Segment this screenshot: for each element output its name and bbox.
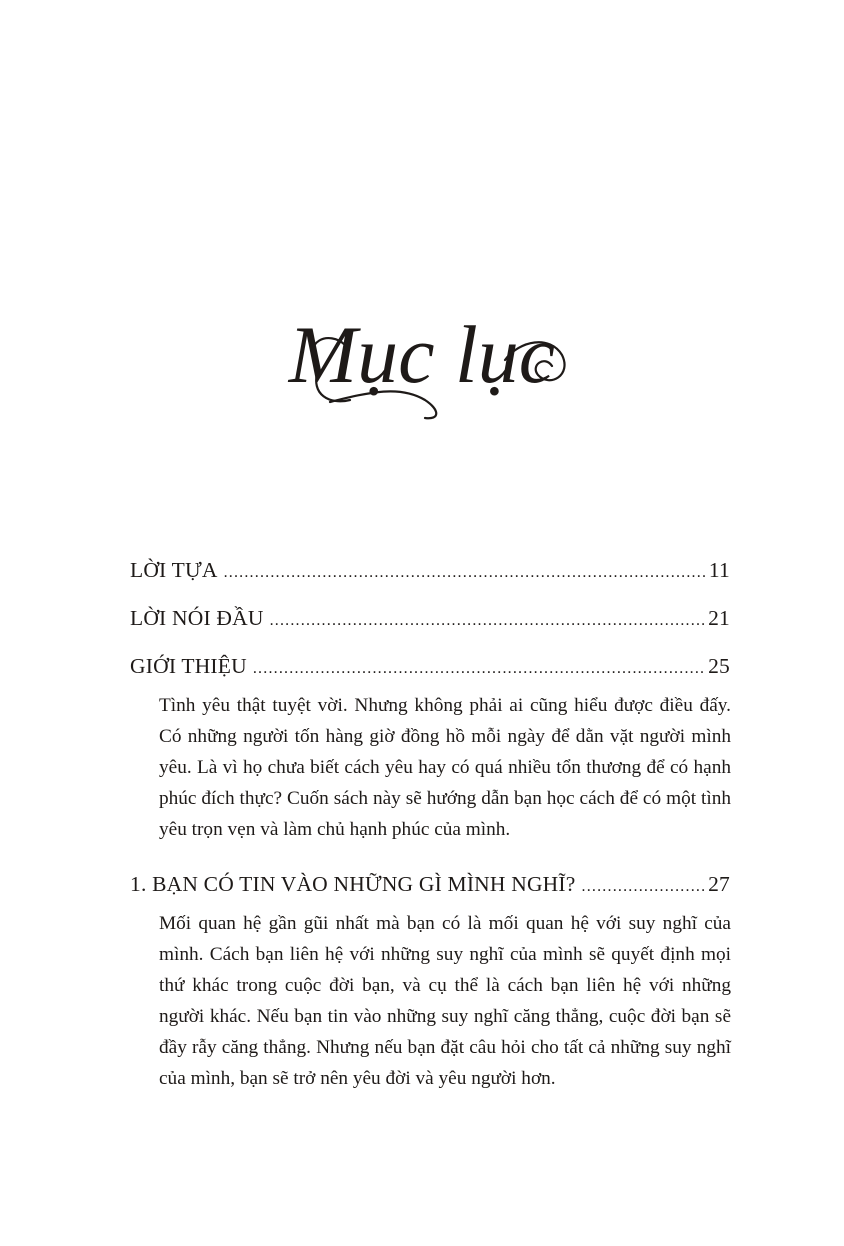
toc-entry-page: 11 [708,558,730,582]
toc-entry-preface[interactable] [130,555,730,588]
dot-leader [253,654,706,684]
toc-entry-introduction[interactable] [130,651,730,684]
table-of-contents [130,555,730,1094]
toc-entry-page: 25 [708,654,730,678]
toc-entry-label: GIỚI THIỆU [130,654,247,678]
dot-leader [270,606,707,636]
dot-leader [582,872,707,902]
dot-leader [224,558,707,588]
toc-entry-description: Mối quan hệ gần gũi nhất mà bạn có là mối quan hệ với suy nghĩ của mình. Cách bạn liên hệ với những suy nghĩ của mình sẽ quyết định mọi thứ khác trong cuộc đời bạn, và cụ thể là cách bạn liên hệ với những người khác. Nếu bạn tin vào những suy nghĩ căng thẳng, cuộc đời bạn sẽ đầy rẫy căng thẳng. Nhưng nếu bạn đặt câu hỏi cho tất cả những suy nghĩ của mình, bạn sẽ trở nên yêu đời và yêu người hơn. [159,913,731,1089]
toc-entry-description: Tình yêu thật tuyệt vời. Nhưng không phải ai cũng hiểu được điều đấy. Có những người tốn hàng giờ đồng hồ mỗi ngày để dằn vặt người mình yêu. Là vì họ chưa biết cách yêu hay có quá nhiều tổn thương để có hạnh phúc đích thực? Cuốn sách này sẽ hướng dẫn bạn học cách để có một tình yêu trọn vẹn và làm chủ hạnh phúc của mình. [159,695,731,840]
toc-entry-label: 1. BẠN CÓ TIN VÀO NHỮNG GÌ MÌNH NGHĨ? [130,872,576,896]
contents-heading [0,300,844,430]
calligraphic-title [0,300,844,430]
toc-entry-chapter-1[interactable] [130,869,730,902]
toc-entry-page: 27 [708,872,730,896]
contents-title: Mục lục [288,309,556,400]
toc-entry-foreword[interactable] [130,603,730,636]
toc-entry-label: LỜI NÓI ĐẦU [130,606,264,630]
toc-entry-label: LỜI TỰA [130,558,218,582]
toc-entry-page: 21 [708,606,730,630]
